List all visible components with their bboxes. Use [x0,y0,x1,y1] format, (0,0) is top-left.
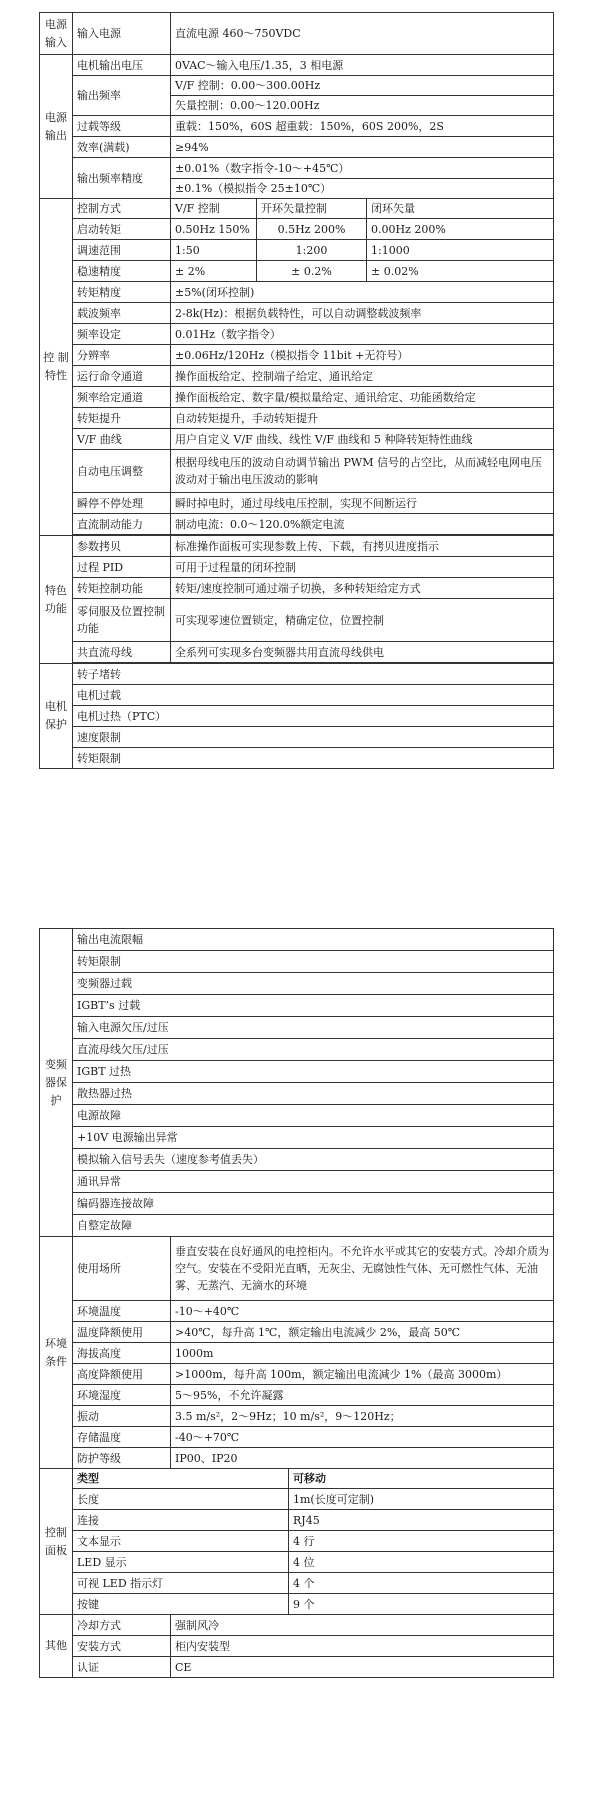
spec-row [40,282,554,303]
spec-row [40,324,554,345]
spec-row [40,557,554,578]
spec-row [40,1364,554,1385]
protection-item: 转矩限制 [73,748,554,769]
spec-row [40,1594,554,1615]
param-value: 垂直安装在良好通风的电控柜内。不允许水平或其它的安装方式。冷却介质为空气。安装在不受阳光直晒，无灰尘、无腐蚀性气体、无可燃性气体、无油雾、无蒸汽、无滴水的环境 [171,1237,554,1301]
category-features: 特色功能 [40,536,73,664]
list-item [40,1017,554,1039]
spec-row [40,536,554,557]
param-value: -10～+40℃ [171,1301,554,1322]
param-name: 安装方式 [73,1636,171,1657]
param-value: 9 个 [289,1594,554,1615]
protection-item: 电机过热（PTC） [73,706,554,727]
param-name: 转矩提升 [73,408,171,429]
protection-item: 电机过载 [73,685,554,706]
param-value: ±0.06Hz/120Hz（模拟指令 11bit +无符号） [171,345,554,366]
param-value: >1000m，每升高 100m，额定输出电流减少 1%（最高 3000m） [171,1364,554,1385]
param-value: 用户自定义 V/F 曲线、线性 V/F 曲线和 5 种降转矩特性曲线 [171,429,554,450]
param-name: 参数拷贝 [73,536,171,557]
list-item [40,973,554,995]
spec-row [40,1301,554,1322]
param-value: 标准操作面板可实现参数上传、下载，有拷贝进度指示 [171,536,554,557]
category-motor-protection: 电机保护 [40,664,73,769]
param-value: 0.00Hz 200% [367,219,554,240]
param-value: ≥94% [171,137,554,158]
param-value: 自动转矩提升，手动转矩提升 [171,408,554,429]
param-name: 自动电压调整 [73,450,171,493]
spec-table-1 [39,12,554,769]
spec-row [40,1385,554,1406]
param-value: 1:200 [257,240,367,261]
spec-row [40,1657,554,1678]
protection-item: 转子堵转 [73,664,554,685]
list-item [40,1127,554,1149]
spec-row [40,1343,554,1364]
list-item [40,727,554,748]
param-value: 1:50 [171,240,257,261]
param-name: 可视 LED 指示灯 [73,1573,289,1594]
control-header-row [40,199,554,219]
param-name: 分辨率 [73,345,171,366]
param-value: ±5%(闭环控制) [171,282,554,303]
spec-row [40,55,554,76]
list-item [40,1061,554,1083]
spec-row [40,429,554,450]
param-name: 环境温度 [73,1301,171,1322]
protection-item: IGBT’s 过载 [73,995,554,1017]
param-value: 操作面板给定、数字量/模拟量给定、通讯给定、功能函数给定 [171,387,554,408]
param-value: ± 0.02% [367,261,554,282]
param-value: 0.5Hz 200% [257,219,367,240]
param-name: 输出频率精度 [73,158,171,199]
spec-row [40,1322,554,1343]
panel-type-value: 可移动 [289,1469,554,1489]
mode-open-loop: 开环矢量控制 [257,199,367,219]
protection-item: 变频器过载 [73,973,554,995]
param-name: 转矩控制功能 [73,578,171,599]
param-value: ± 2% [171,261,257,282]
param-value: 制动电流：0.0～120.0%额定电流 [171,514,554,535]
param-value: 瞬时掉电时，通过母线电压控制，实现不间断运行 [171,493,554,514]
param-name: 启动转矩 [73,219,171,240]
category-vfd-protection: 变频器保护 [40,929,73,1237]
param-value: 4 位 [289,1552,554,1573]
protection-item: 模拟输入信号丢失（速度参考值丢失） [73,1149,554,1171]
param-value: 4 个 [289,1573,554,1594]
spec-row [40,1510,554,1531]
param-value: ± 0.2% [257,261,367,282]
spec-row [40,345,554,366]
power-input-row [40,13,554,55]
param-name: 文本显示 [73,1531,289,1552]
param-name: 过载等级 [73,116,171,137]
param-name: 连接 [73,1510,289,1531]
spec-row [40,599,554,642]
param-name: 环境湿度 [73,1385,171,1406]
category-control: 控 制特性 [40,199,73,536]
param-value: 重载：150%，60S 超重载：150%，60S 200%，2S [171,116,554,137]
param-name: 零伺服及位置控制功能 [73,599,171,642]
param-value: 强制风冷 [171,1615,554,1636]
list-item [40,1171,554,1193]
spec-row [40,1448,554,1469]
list-item [40,1105,554,1127]
spec-row [40,240,554,261]
spec-row [40,219,554,240]
param-value: 全系列可实现多台变频器共用直流母线供电 [171,642,554,663]
param-name: 效率(满载) [73,137,171,158]
list-item [40,664,554,685]
list-item [40,1039,554,1061]
spec-row [40,514,554,535]
param-value: 2-8k(Hz)：根据负载特性，可以自动调整载波频率 [171,303,554,324]
param-name: 瞬停不停处理 [73,493,171,514]
param-value: 直流电源 460～750VDC [171,13,554,55]
protection-item: 输入电源欠压/过压 [73,1017,554,1039]
param-value: 5～95%，不允许凝露 [171,1385,554,1406]
param-value: 可实现零速位置锁定，精确定位，位置控制 [171,599,554,642]
param-name: 温度降额使用 [73,1322,171,1343]
param-name: 直流制动能力 [73,514,171,535]
param-value: CE [171,1657,554,1678]
spec-row [40,493,554,514]
spec-row [40,408,554,429]
param-value: >40℃，每升高 1℃，额定输出电流减少 2%，最高 50℃ [171,1322,554,1343]
spec-row [40,387,554,408]
param-name: LED 显示 [73,1552,289,1573]
spec-row [40,578,554,599]
protection-item: 电源故障 [73,1105,554,1127]
spec-table-2 [39,928,554,1678]
param-name: V/F 曲线 [73,429,171,450]
protection-item: 转矩限制 [73,951,554,973]
category-power-input: 电源输入 [40,13,73,55]
protection-item: IGBT 过热 [73,1061,554,1083]
spec-row [40,116,554,137]
param-value: 矢量控制：0.00～120.00Hz [171,96,554,116]
param-value: 转矩/速度控制可通过端子切换，多种转矩给定方式 [171,578,554,599]
param-value: RJ45 [289,1510,554,1531]
param-name: 频率设定 [73,324,171,345]
spec-row [40,642,554,663]
spec-row [40,450,554,493]
panel-type-label: 类型 [73,1469,289,1489]
param-value: -40～+70℃ [171,1427,554,1448]
param-value: 0.01Hz（数字指令） [171,324,554,345]
spec-row [40,137,554,158]
list-item [40,748,554,769]
param-name: 转矩精度 [73,282,171,303]
list-item [40,1215,554,1237]
param-name: 电机输出电压 [73,55,171,76]
param-value: 柜内安装型 [171,1636,554,1657]
list-item [40,1193,554,1215]
protection-item: 散热器过热 [73,1083,554,1105]
param-name: 海拔高度 [73,1343,171,1364]
list-item [40,929,554,951]
category-power-output: 电源输出 [40,55,73,199]
list-item [40,1149,554,1171]
protection-item: 编码器连接故障 [73,1193,554,1215]
param-name: 共直流母线 [73,642,171,663]
list-item [40,685,554,706]
param-name: 控制方式 [73,199,171,219]
param-value: 根据母线电压的波动自动调节输出 PWM 信号的占空比，从而减轻电网电压波动对于输出电压波动的影响 [171,450,554,493]
protection-item: 通讯异常 [73,1171,554,1193]
spec-row [40,1237,554,1301]
param-value: 可用于过程量的闭环控制 [171,557,554,578]
spec-row [40,158,554,179]
param-value: 3.5 m/s²，2～9Hz；10 m/s²，9～120Hz； [171,1406,554,1427]
spec-row [40,303,554,324]
spec-row [40,1406,554,1427]
param-name: 冷却方式 [73,1615,171,1636]
category-others: 其他 [40,1615,73,1678]
spec-row [40,1636,554,1657]
protection-item: 输出电流限幅 [73,929,554,951]
spec-row [40,261,554,282]
param-name: 过程 PID [73,557,171,578]
param-name: 长度 [73,1489,289,1510]
param-name: 防护等级 [73,1448,171,1469]
spec-row [40,1573,554,1594]
param-value: 0.50Hz 150% [171,219,257,240]
param-name: 载波频率 [73,303,171,324]
param-value: V/F 控制：0.00～300.00Hz [171,76,554,96]
param-value: 1000m [171,1343,554,1364]
protection-item: +10V 电源输出异常 [73,1127,554,1149]
protection-item: 直流母线欠压/过压 [73,1039,554,1061]
param-value: ±0.01%（数字指令-10～+45℃） [171,158,554,179]
param-value: 4 行 [289,1531,554,1552]
param-name: 运行命令通道 [73,366,171,387]
param-value: IP00、IP20 [171,1448,554,1469]
mode-vf: V/F 控制 [171,199,257,219]
param-name: 输出频率 [73,76,171,116]
param-value: 1m(长度可定制) [289,1489,554,1510]
protection-item: 速度限制 [73,727,554,748]
spec-row [40,76,554,96]
list-item [40,1083,554,1105]
spec-row [40,1427,554,1448]
param-name: 输入电源 [73,13,171,55]
category-environment: 环境条件 [40,1237,73,1469]
panel-header-row [40,1469,554,1489]
protection-item: 自整定故障 [73,1215,554,1237]
spec-row [40,366,554,387]
param-name: 振动 [73,1406,171,1427]
param-name: 使用场所 [73,1237,171,1301]
spec-row [40,1531,554,1552]
spec-row [40,1615,554,1636]
param-name: 存储温度 [73,1427,171,1448]
param-value: 1:1000 [367,240,554,261]
mode-closed-loop: 闭环矢量 [367,199,554,219]
category-control-panel: 控制面板 [40,1469,73,1615]
param-name: 调速范围 [73,240,171,261]
param-value: 操作面板给定、控制端子给定、通讯给定 [171,366,554,387]
param-name: 频率给定通道 [73,387,171,408]
spec-row [40,1552,554,1573]
param-name: 按键 [73,1594,289,1615]
list-item [40,995,554,1017]
param-name: 稳速精度 [73,261,171,282]
param-name: 认证 [73,1657,171,1678]
list-item [40,951,554,973]
param-value: ±0.1%（模拟指令 25±10℃） [171,179,554,199]
spec-row [40,1489,554,1510]
param-value: 0VAC～输入电压/1.35，3 相电源 [171,55,554,76]
param-name: 高度降额使用 [73,1364,171,1385]
list-item [40,706,554,727]
